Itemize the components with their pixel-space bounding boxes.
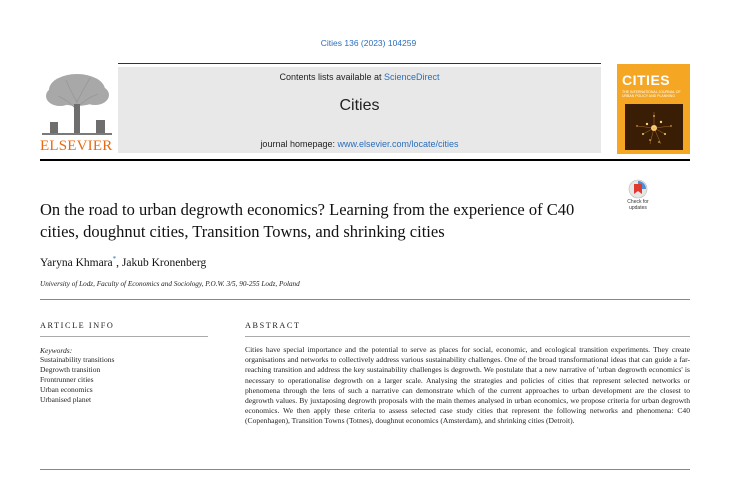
journal-cover[interactable] — [617, 64, 690, 154]
author-name[interactable]: Yaryna Khmara — [40, 256, 113, 269]
keyword-item: Urbanised planet — [40, 395, 92, 404]
contents-line — [118, 72, 601, 82]
elsevier-tree-logo-icon — [40, 70, 114, 136]
sciencedirect-link[interactable]: ScienceDirect — [384, 72, 440, 82]
article-info-heading: ARTICLE INFO — [40, 321, 115, 330]
keyword-item: Urban economics — [40, 385, 93, 394]
abstract-divider — [245, 336, 690, 337]
author-affiliation: University of Lodz, Faculty of Economics and Sociology, P.O.W. 3/5, 90-255 Lodz, Poland — [40, 280, 300, 288]
journal-name: Cities — [339, 97, 380, 114]
homepage-prefix: journal homepage: — [260, 139, 338, 149]
author-separator: , — [116, 256, 122, 269]
abstract-heading: ABSTRACT — [245, 321, 301, 330]
abstract-text: Cities have special importance and the potential to serve as places for social, economic, and ecological transition experiments. They create organisations and networks to collectively address various sustainability challenges. One of the broad transformational ideas that can guide a far-reaching transition and address the key sustainability challenges is degrowth. We postulate that a new narrative of 'urban degrowth economics' is necessary to operationalise degrowth on a larger scale. Analysing the strategies and policies of cities that represent selected networks or phenomena through the lens of such a narrative can demonstrate which of the current approaches to urban development are the closest to degrowth values. By juxtaposing degrowth proposals with the main themes analysed in urban economics, we propose criteria for urban degrowth economics. We then apply these criteria to assess selected case study cities that represent the following networks and phenomena: C40 (Copenhagen), Transition Towns (Totnes), doughnut economics (Amsterdam), and shrinking cities (Detroit). — [245, 345, 690, 426]
keywords-list — [40, 355, 114, 405]
article-title: On the road to urban degrowth economics? Learning from the experience of C40 cities, doughnut cities, Transition Towns, and shrinking cities — [40, 200, 575, 241]
cover-subtitle: THE INTERNATIONAL JOURNAL OF URBAN POLICY AND PLANNING — [622, 90, 681, 98]
article-info-divider — [40, 336, 208, 337]
city-lights-image-icon — [625, 104, 683, 150]
check-updates-label: Check for updates — [627, 199, 649, 211]
corresponding-author-mark[interactable]: * — [112, 255, 117, 263]
header-bottom-rule — [40, 159, 690, 161]
check-for-updates-button[interactable] — [621, 178, 655, 214]
journal-citation[interactable]: Cities 136 (2023) 104259 — [320, 38, 417, 48]
cover-title: CITIES — [622, 72, 671, 88]
keywords-label: Keywords: — [40, 346, 73, 355]
homepage-line — [118, 139, 601, 149]
author-list — [40, 255, 206, 269]
elsevier-wordmark: ELSEVIER — [40, 138, 113, 154]
author-name[interactable]: Jakub Kronenberg — [121, 256, 207, 269]
contents-prefix: Contents lists available at — [279, 72, 385, 82]
keyword-item: Degrowth transition — [40, 365, 101, 374]
homepage-link[interactable]: www.elsevier.com/locate/cities — [337, 139, 459, 149]
abstract-bottom-divider — [40, 469, 690, 470]
header-top-rule — [118, 63, 601, 64]
title-divider — [40, 299, 690, 300]
keyword-item: Sustainability transitions — [40, 355, 115, 364]
check-updates-icon — [628, 179, 648, 199]
keyword-item: Frontrunner cities — [40, 375, 94, 384]
